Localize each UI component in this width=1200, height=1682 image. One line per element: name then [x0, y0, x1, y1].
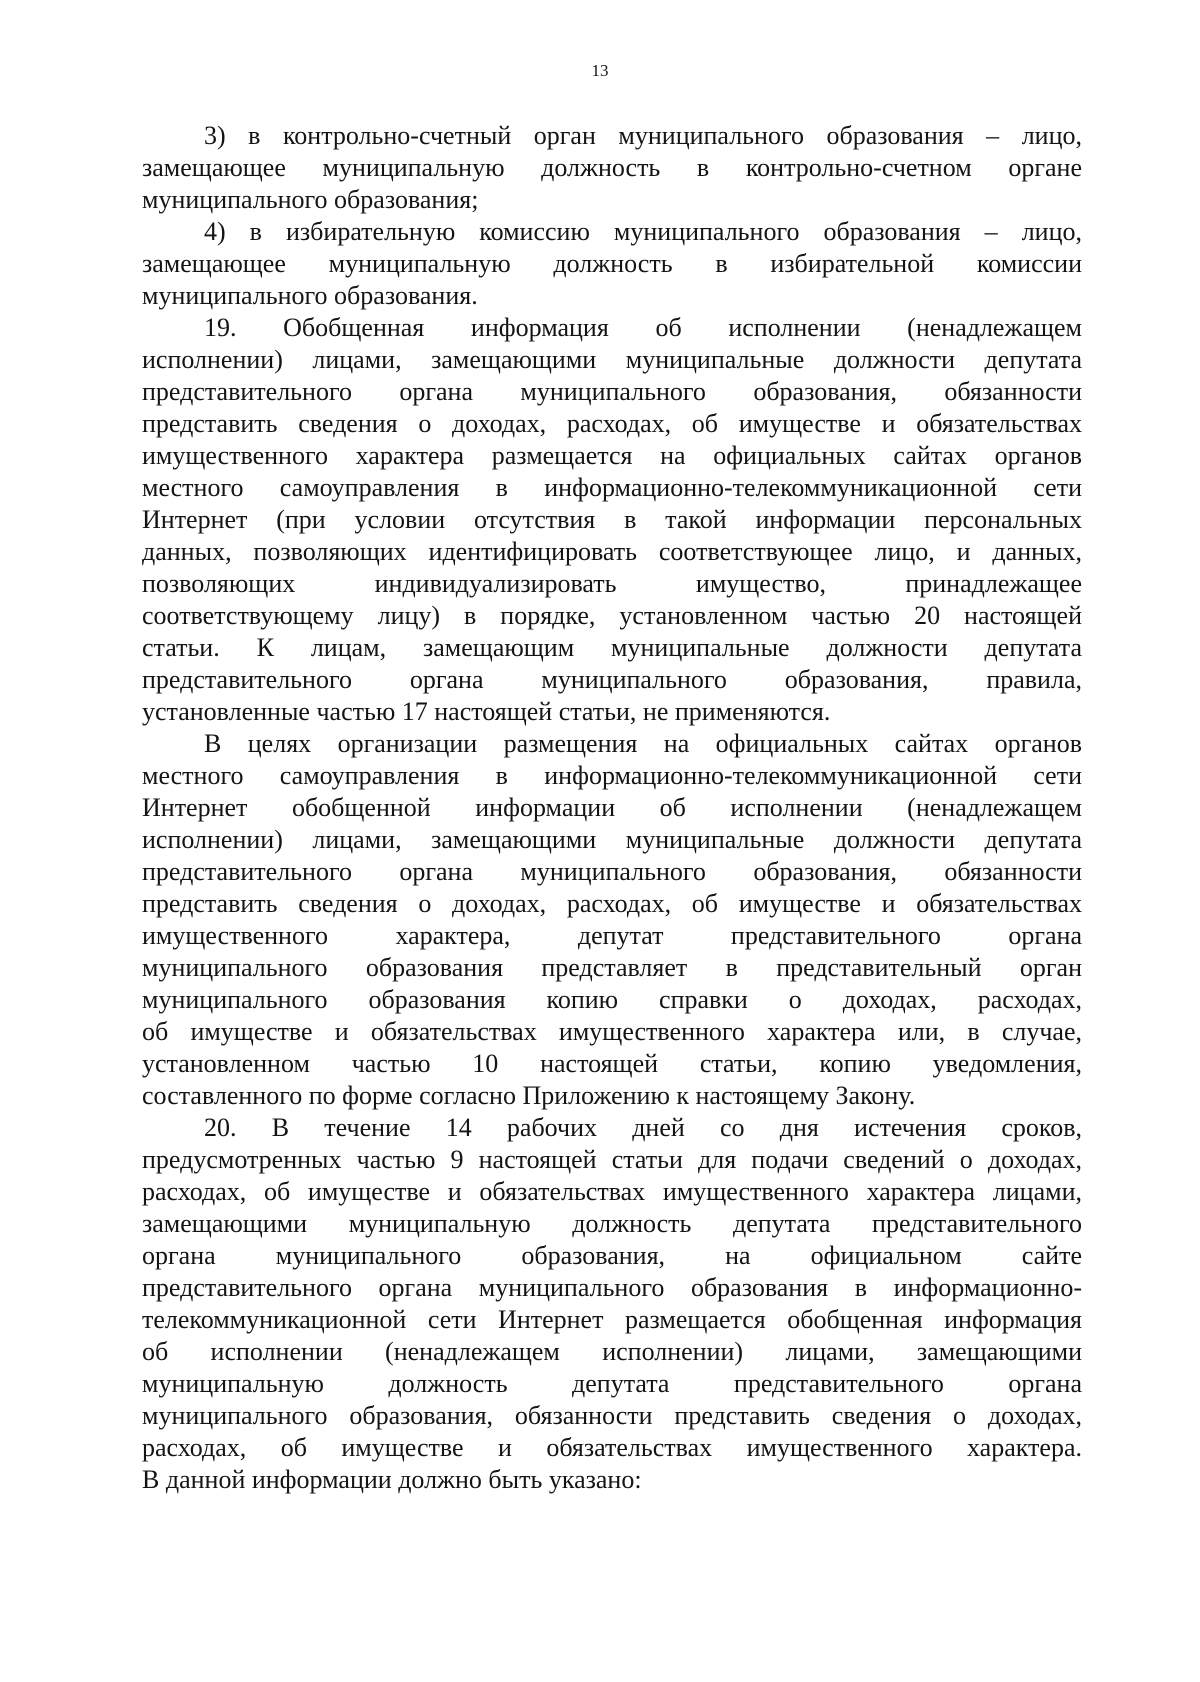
- text-line: органа муниципального образования, на официальном сайте: [142, 1241, 1082, 1270]
- text-line: об исполнении (ненадлежащем исполнении) лицами, замещающими: [142, 1337, 1082, 1366]
- text-line: установленные частью 17 настоящей статьи, не применяются.: [142, 697, 831, 726]
- text-line: имущественного характера, депутат представительного органа: [142, 921, 1082, 950]
- text-line: местного самоуправления в информационно-телекоммуникационной сети: [142, 473, 1082, 502]
- paragraph-item-4: [142, 216, 1082, 312]
- text-line: муниципальную должность депутата представительного органа: [142, 1369, 1082, 1398]
- text-line: представить сведения о доходах, расходах, об имуществе и обязательствах: [142, 889, 1082, 918]
- paragraph-clause-19-part-2: [142, 728, 1082, 1112]
- text-line: исполнении) лицами, замещающими муниципальные должности депутата: [142, 825, 1082, 854]
- paragraph-clause-20: [142, 1112, 1082, 1496]
- text-line: расходах, об имуществе и обязательствах имущественного характера лицами,: [142, 1177, 1082, 1206]
- text-line: местного самоуправления в информационно-телекоммуникационной сети: [142, 761, 1082, 790]
- text-line: 20. В течение 14 рабочих дней со дня истечения сроков,: [204, 1113, 1082, 1142]
- text-line: Интернет обобщенной информации об исполнении (ненадлежащем: [142, 793, 1082, 822]
- text-line: представительного органа муниципального образования в информационно-: [142, 1273, 1082, 1302]
- text-line: составленного по форме согласно Приложению к настоящему Закону.: [142, 1081, 916, 1110]
- text-line: имущественного характера размещается на официальных сайтах органов: [142, 441, 1082, 470]
- document-body: [142, 120, 1082, 1496]
- text-line: 4) в избирательную комиссию муниципального образования – лицо,: [204, 217, 1082, 246]
- text-line: муниципального образования, обязанности представить сведения о доходах,: [142, 1401, 1082, 1430]
- paragraph-item-3: [142, 120, 1082, 216]
- text-line: В данной информации должно быть указано:: [142, 1465, 642, 1494]
- text-line: статьи. К лицам, замещающим муниципальные должности депутата: [142, 633, 1082, 662]
- text-line: 3) в контрольно-счетный орган муниципального образования – лицо,: [204, 121, 1082, 150]
- text-line: расходах, об имуществе и обязательствах имущественного характера.: [142, 1433, 1082, 1462]
- text-line: позволяющих индивидуализировать имущество, принадлежащее: [142, 569, 1082, 598]
- text-line: соответствующему лицу) в порядке, установленном частью 20 настоящей: [142, 601, 1082, 630]
- text-line: замещающими муниципальную должность депутата представительного: [142, 1209, 1082, 1238]
- text-line: телекоммуникационной сети Интернет размещается обобщенная информация: [142, 1305, 1082, 1334]
- text-line: В целях организации размещения на официальных сайтах органов: [204, 729, 1082, 758]
- text-line: муниципального образования.: [142, 281, 478, 310]
- text-line: данных, позволяющих идентифицировать соответствующее лицо, и данных,: [142, 537, 1082, 566]
- text-line: об имуществе и обязательствах имущественного характера или, в случае,: [142, 1017, 1082, 1046]
- text-line: представительного органа муниципального образования, обязанности: [142, 857, 1082, 886]
- text-line: предусмотренных частью 9 настоящей статьи для подачи сведений о доходах,: [142, 1145, 1082, 1174]
- text-line: установленном частью 10 настоящей статьи, копию уведомления,: [142, 1049, 1082, 1078]
- text-line: замещающее муниципальную должность в контрольно-счетном органе: [142, 153, 1082, 182]
- text-line: замещающее муниципальную должность в избирательной комиссии: [142, 249, 1082, 278]
- text-line: муниципального образования представляет в представительный орган: [142, 953, 1082, 982]
- text-line: представительного органа муниципального образования, правила,: [142, 665, 1082, 694]
- text-line: муниципального образования;: [142, 185, 479, 214]
- text-line: исполнении) лицами, замещающими муниципальные должности депутата: [142, 345, 1082, 374]
- paragraph-clause-19: [142, 312, 1082, 728]
- page-number: 13: [591, 61, 609, 80]
- text-line: Интернет (при условии отсутствия в такой информации персональных: [142, 505, 1082, 534]
- text-line: 19. Обобщенная информация об исполнении (ненадлежащем: [204, 313, 1082, 342]
- text-line: муниципального образования копию справки о доходах, расходах,: [142, 985, 1082, 1014]
- text-line: представить сведения о доходах, расходах, об имуществе и обязательствах: [142, 409, 1082, 438]
- text-line: представительного органа муниципального образования, обязанности: [142, 377, 1082, 406]
